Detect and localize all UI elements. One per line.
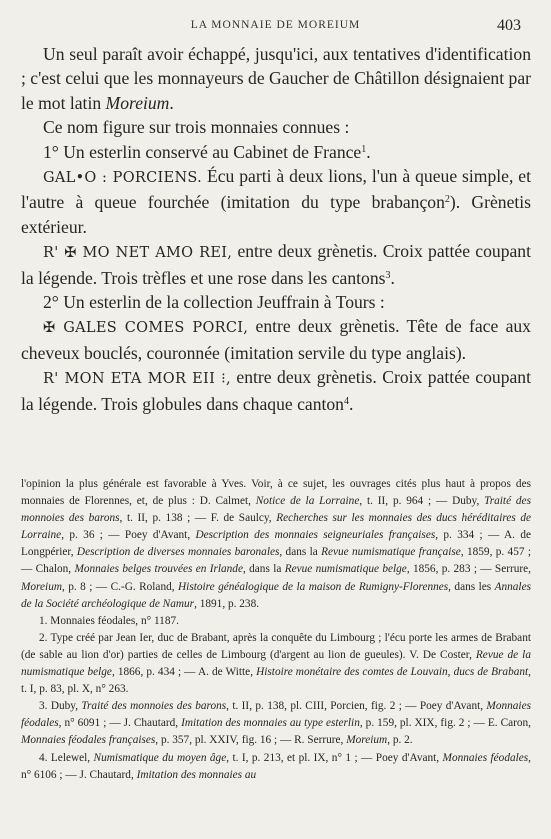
footnote-text: 4. Lelewel, (39, 751, 94, 764)
footnote-text: , dans la (279, 546, 322, 559)
paragraph (21, 164, 531, 239)
footnote-italic: Monnaies féodales (21, 700, 531, 730)
footnote-italic: Description de diverses monnaies baronales (76, 546, 280, 559)
paragraph-text: Un seul paraît avoir échappé, jusqu'ici, aux tentatives d'identification ; c'est celui que les monnayeurs de Gaucher de Châtillon désignaient par le mot latin (21, 44, 531, 113)
punctuation: . (366, 141, 371, 162)
paragraph-text: ). Grènetis extérieur. (21, 192, 532, 237)
footnote-italic: Revue de la numismatique belge (21, 648, 531, 679)
footnote-italic: Monnaies féodales françaises (21, 734, 156, 747)
footnote-italic: Imitation des monnaies au type esterlin (181, 717, 360, 730)
footnote-text: 2. Type créé par Jean Ier, duc de Brabant, après la conquête du Limbourg ; l'écu porte les armes de Brabant (de sable au lion d'or) parties de celles de Limbourg (d'argent au lion de gueules). V. De Coster, (21, 631, 531, 661)
footnote-3 (21, 698, 531, 749)
paragraph-text: entre deux grènetis. Croix pattée coupant la légende. Trois globules dans chaque canton (21, 367, 531, 414)
footnote-text: , 1866, p. 434 ; — A. de Witte, (111, 666, 257, 679)
coin-legend: GAL•O : PORCIENS. (43, 170, 203, 187)
footnote-text: , n° 6091 ; — J. Chautard, (58, 717, 182, 730)
footnote-ref: 2 (444, 194, 450, 206)
footnote-italic: Monnaies féodales (442, 751, 529, 764)
footnote-text: , p. 2. (387, 734, 413, 747)
footnote-text: , 1891, p. 238. (194, 597, 260, 610)
footnote-text: 3. Duby, (39, 700, 82, 713)
page-number: 403 (497, 17, 521, 34)
footnote-italic: Traité des monnoies des barons (81, 700, 227, 713)
footnote-4 (21, 750, 531, 784)
paragraph-text: entre deux grènetis. Croix pattée coupant la légende. Trois trèfles et une rose dans les cantons (21, 241, 531, 288)
footnote-text: , p. 334 ; — A. de Longpérier, (21, 529, 531, 559)
footnote-text: , p. 36 ; — Poey d'Avant, (61, 529, 196, 542)
footnote-italic: Histoire monétaire des comtes de Louvain, ducs de Brabant (256, 666, 529, 679)
footnote-italic: Notice de la Lorraine (255, 495, 360, 508)
footnote-text: l'opinion la plus générale est favorable à Yves. Voir, à ce sujet, les ouvrages cités plus haut à propos des monnaies de Florennes, et, de plus : D. Calmet, (21, 478, 531, 508)
footnote-text: 1. Monnaies féodales, n° 1187. (39, 614, 179, 627)
italic-term: Moreium (105, 92, 170, 113)
footnote-2 (21, 630, 531, 698)
paragraph (21, 314, 531, 365)
footnote-text: , p. 159, pl. XIX, fig. 2 ; — E. Caron, (359, 717, 532, 730)
paragraph (21, 239, 531, 290)
footnote-italic: Revue numismatique belge (284, 563, 407, 576)
main-text (21, 42, 531, 416)
paragraph-text: Écu parti à deux lions, l'un à queue simple, et l'autre à queue fourchée (imitation du type brabançon (21, 166, 531, 213)
coin-legend: R' ✠ MO NET AMO REI, (43, 245, 233, 262)
footnote-text: , t. II, p. 138 ; — F. de Saulcy, (119, 512, 277, 525)
coin-legend: R' MON ETA MOR EII ⁝, (43, 371, 231, 388)
footnote-text: , t. II, p. 964 ; — Duby, (359, 495, 485, 508)
footnote-1 (21, 613, 531, 630)
footnote-ref: 3 (385, 269, 391, 281)
footnote-italic: Traité des monnoies des barons (21, 495, 531, 525)
paragraph (21, 115, 531, 139)
footnote-italic: Recherches sur les monnaies des ducs héréditaires de Lorraine (21, 512, 531, 542)
punctuation: . (169, 92, 174, 113)
footnote-text: , p. 8 ; — C.-G. Roland, (62, 580, 179, 593)
footnote-italic: Revue numismatique française (321, 546, 461, 559)
footnote-text: , p. 357, pl. XXIV, fig. 16 ; — R. Serrure, (155, 734, 347, 747)
paragraph-text: entre deux grènetis. Tête de face aux cheveux bouclés, couronnée (imitation servile du type anglais). (21, 316, 531, 363)
footnote-italic: Imitation des monnaies au (136, 768, 257, 781)
footnote-ref: 4 (343, 395, 349, 407)
footnote-italic: Moreium (346, 734, 388, 747)
footnote-text: , dans les (448, 580, 495, 593)
footnote-text: , 1856, p. 283 ; — Serrure, (406, 563, 532, 576)
paragraph (21, 365, 531, 416)
footnote-italic: Numismatique du moyen âge (93, 751, 227, 764)
paragraph (21, 42, 531, 115)
running-header (0, 17, 551, 37)
footnote-italic: Histoire généalogique de la maison de Rumigny-Florennes (178, 580, 449, 593)
footnote-italic: Monnaies belges trouvées en Irlande (74, 563, 243, 576)
footnote-italic: Moreium (21, 580, 62, 593)
footnote-italic: Annales de la Société archéologique de Namur (21, 580, 531, 610)
footnote-text: , dans la (242, 563, 285, 576)
footnote-text: , n° 6106 ; — J. Chautard, (21, 751, 531, 781)
footnotes (21, 476, 531, 784)
paragraph (21, 140, 531, 164)
coin-legend: ✠ GALES COMES PORCI, (43, 320, 249, 337)
footnote-text: , t. I, p. 213, et pl. IX, n° 1 ; — Poey d'Avant, (226, 751, 443, 764)
footnote-ref: 1 (361, 143, 367, 155)
footnote-italic: Description des monnaies seigneuriales françaises (195, 529, 436, 542)
paragraph-text: 2° Un esterlin de la collection Jeuffrain à Tours : (43, 292, 385, 313)
footnote-continued (21, 476, 531, 613)
paragraph-text: Ce nom figure sur trois monnaies connues : (43, 117, 350, 138)
paragraph-text: 1° Un esterlin conservé au Cabinet de France (43, 141, 362, 162)
punctuation: . (390, 267, 395, 288)
paragraph (21, 290, 531, 314)
footnote-text: , 1859, p. 457 ; — Chalon, (21, 546, 531, 576)
punctuation: . (348, 393, 354, 414)
footnote-text: , t. I, p. 83, pl. X, n° 263. (21, 666, 531, 696)
footnote-text: , t. II, p. 138, pl. CIII, Porcien, fig. 2 ; — Poey d'Avant, (226, 700, 487, 713)
running-title: LA MONNAIE DE MOREIUM (190, 19, 361, 31)
